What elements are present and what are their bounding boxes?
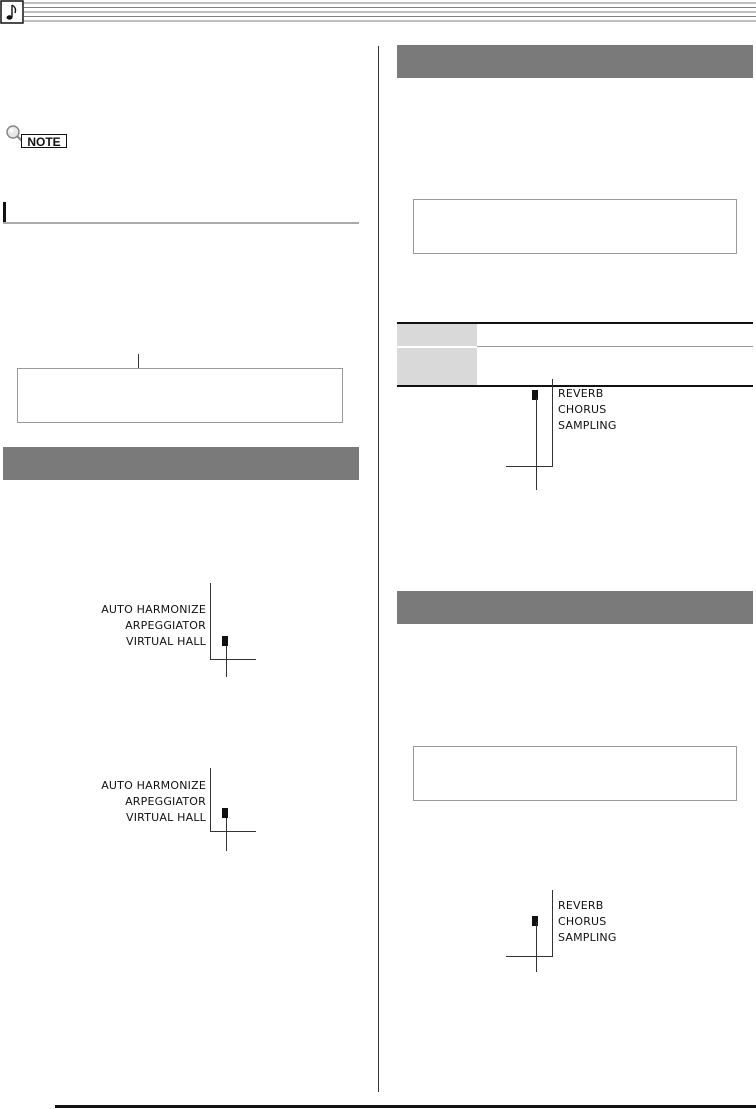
indicator-pointer bbox=[226, 646, 227, 677]
display-box bbox=[413, 199, 737, 254]
indicator-pointer bbox=[536, 398, 537, 490]
indicator-label: ARPEGGIATOR bbox=[125, 619, 206, 632]
indicator-label: AUTO HARMONIZE bbox=[101, 603, 206, 616]
column-divider bbox=[378, 46, 379, 1092]
music-staff-header bbox=[0, 0, 756, 24]
indicator-bracket bbox=[210, 768, 211, 831]
indicator-marker bbox=[222, 636, 228, 646]
indicator-bracket bbox=[210, 659, 256, 660]
page-footer-rule bbox=[55, 1105, 756, 1108]
indicator-label: VIRTUAL HALL bbox=[126, 635, 206, 648]
indicator-pointer bbox=[226, 818, 227, 851]
indicator-bracket bbox=[552, 890, 553, 956]
settings-table bbox=[397, 322, 753, 387]
indicator-label: CHORUS bbox=[558, 915, 607, 928]
display-box bbox=[413, 746, 737, 801]
indicator-label: AUTO HARMONIZE bbox=[101, 779, 206, 792]
indicator-label: REVERB bbox=[558, 387, 604, 400]
indicator-bracket bbox=[506, 956, 553, 957]
indicator-label: REVERB bbox=[558, 899, 604, 912]
indicator-label: SAMPLING bbox=[558, 419, 617, 432]
indicator-bracket bbox=[552, 379, 553, 466]
indicator-label: ARPEGGIATOR bbox=[125, 795, 206, 808]
section-heading-bar bbox=[3, 447, 359, 480]
indicator-bracket bbox=[506, 466, 553, 467]
display-box bbox=[17, 368, 343, 423]
table-header-cell bbox=[397, 348, 477, 385]
section-heading-bar bbox=[397, 591, 753, 624]
indicator-marker bbox=[532, 916, 538, 926]
indicator-marker bbox=[532, 390, 538, 400]
note-label: NOTE bbox=[21, 134, 67, 148]
indicator-label: VIRTUAL HALL bbox=[126, 811, 206, 824]
table-header-cell bbox=[397, 324, 477, 346]
indicator-label: CHORUS bbox=[558, 403, 607, 416]
indicator-bracket bbox=[210, 583, 211, 659]
indicator-label: SAMPLING bbox=[558, 931, 617, 944]
indicator-pointer bbox=[536, 922, 537, 972]
subsection-heading-rule bbox=[3, 202, 359, 224]
section-heading-bar bbox=[397, 45, 753, 78]
indicator-marker bbox=[222, 808, 228, 818]
indicator-bracket bbox=[210, 831, 256, 832]
